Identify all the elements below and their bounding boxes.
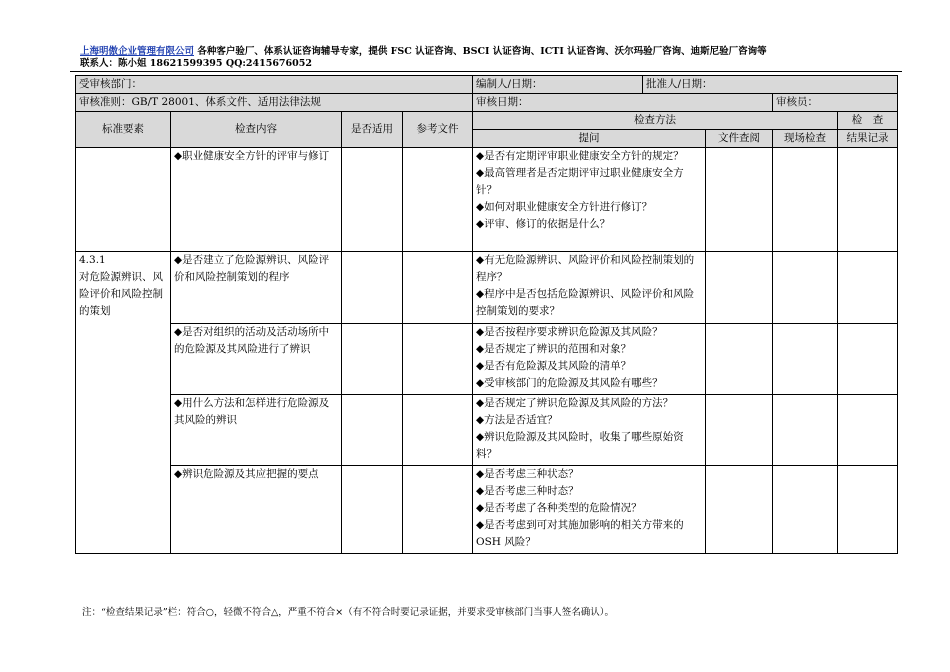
table-row [76, 395, 898, 466]
result-cell[interactable] [838, 252, 898, 324]
content-cell: ◆用什么方法和怎样进行危险源及其风险的辨识 [171, 395, 342, 466]
question-item: ◆是否考虑到可对其施加影响的相关方带来的 OSH 风险？ [476, 519, 684, 548]
question-item: ◆评审、修订的依据是什么？ [476, 218, 611, 230]
col-reference-header: 参考文件 [403, 112, 473, 148]
company-link[interactable]: 上海明傲企业管理有限公司 [80, 46, 195, 57]
content-cell: ◆职业健康安全方针的评审与修订 [171, 148, 342, 252]
footnote: 注：“检查结果记录”栏：符合○，轻微不符合△，严重不符合×（有不符合时要记录证据，并要求受审核部门当事人签名确认）。 [82, 607, 615, 618]
applicable-cell[interactable] [342, 252, 403, 324]
question-item: ◆有无危险源辨识、风险评价和风险控制策划的程序？ [476, 254, 695, 283]
applicable-cell[interactable] [342, 466, 403, 554]
question-item: ◆是否有危险源及其风险的清单？ [476, 360, 632, 372]
doc-review-cell[interactable] [706, 252, 773, 324]
table-row [76, 324, 898, 395]
applicable-cell[interactable] [342, 395, 403, 466]
approved-by-field[interactable]: 批准人/日期： [643, 76, 898, 94]
question-item: ◆是否考虑了各种类型的危险情况？ [476, 502, 642, 514]
site-check-cell[interactable] [773, 148, 838, 252]
audit-checklist-table [75, 75, 898, 554]
prepared-by-field[interactable]: 编制人/日期： [473, 76, 643, 94]
standard-cell: 4.3.1 对危险源辨识、风险评价和风险控制的策划 [76, 252, 171, 554]
result-cell[interactable] [838, 466, 898, 554]
header-tagline: 各种客户验厂、体系认证咨询辅导专家，提供 FSC 认证咨询、BSCI 认证咨询、ICTI 认证咨询、沃尔玛验厂咨询、迪斯尼验厂咨询等 [194, 46, 767, 57]
question-cell [473, 148, 706, 252]
audited-dept-field[interactable]: 受审核部门： [76, 76, 473, 94]
col-standard-header: 标准要素 [76, 112, 171, 148]
col-question-header: 提问 [473, 130, 706, 148]
question-item: ◆是否规定了辨识危险源及其风险的方法？ [476, 397, 674, 409]
reference-cell[interactable] [403, 466, 473, 554]
auditor-field[interactable]: 审核员： [773, 94, 898, 112]
content-cell: ◆是否建立了危险源辨识、风险评价和风险控制策划的程序 [171, 252, 342, 324]
site-check-cell[interactable] [773, 466, 838, 554]
site-check-cell[interactable] [773, 252, 838, 324]
question-item: ◆是否规定了辨识的范围和对象？ [476, 343, 632, 355]
col-result-header-bottom: 结果记录 [838, 130, 898, 148]
question-item: ◆程序中是否包括危险源辨识、风险评价和风险控制策划的要求？ [476, 288, 695, 317]
col-method-header: 检查方法 [473, 112, 838, 130]
question-item: ◆受审核部门的危险源及其风险有哪些？ [476, 377, 663, 389]
table-row [76, 148, 898, 252]
header-line-1 [80, 46, 767, 58]
doc-review-cell[interactable] [706, 466, 773, 554]
question-cell [473, 395, 706, 466]
applicable-cell[interactable] [342, 148, 403, 252]
question-item: ◆辨识危险源及其风险时，收集了哪些原始资料？ [476, 431, 684, 460]
result-cell[interactable] [838, 324, 898, 395]
question-cell [473, 466, 706, 554]
doc-review-cell[interactable] [706, 148, 773, 252]
applicable-cell[interactable] [342, 324, 403, 395]
site-check-cell[interactable] [773, 395, 838, 466]
question-item: ◆是否考虑三种时态？ [476, 485, 579, 497]
header-rule [70, 71, 902, 72]
col-doc-review-header: 文件查阅 [706, 130, 773, 148]
doc-review-cell[interactable] [706, 324, 773, 395]
question-item: ◆是否按程序要求辨识危险源及其风险？ [476, 326, 663, 338]
doc-review-cell[interactable] [706, 395, 773, 466]
table-row [76, 466, 898, 554]
question-item: ◆如何对职业健康安全方针进行修订？ [476, 201, 653, 213]
col-applicable-header: 是否适用 [342, 112, 403, 148]
reference-cell[interactable] [403, 395, 473, 466]
question-cell [473, 324, 706, 395]
standard-cell [76, 148, 171, 252]
question-item: ◆是否有定期评审职业健康安全方针的规定？ [476, 150, 684, 162]
reference-cell[interactable] [403, 252, 473, 324]
meta-row-2 [76, 94, 898, 112]
result-cell[interactable] [838, 148, 898, 252]
header-contact: 联系人：陈小姐 18621599395 QQ:2415676052 [80, 58, 312, 69]
question-item: ◆最高管理者是否定期评审过职业健康安全方针？ [476, 167, 684, 196]
content-cell: ◆辨识危险源及其应把握的要点 [171, 466, 342, 554]
site-check-cell[interactable] [773, 324, 838, 395]
question-item: ◆是否考虑三种状态？ [476, 468, 579, 480]
table-row [76, 252, 898, 324]
question-cell [473, 252, 706, 324]
question-item: ◆方法是否适宜？ [476, 414, 558, 426]
meta-row-1 [76, 76, 898, 94]
reference-cell[interactable] [403, 324, 473, 395]
content-cell: ◆是否对组织的活动及活动场所中的危险源及其风险进行了辨识 [171, 324, 342, 395]
page-header [80, 46, 767, 70]
col-site-check-header: 现场检查 [773, 130, 838, 148]
column-header-row-1 [76, 112, 898, 130]
col-content-header: 检查内容 [171, 112, 342, 148]
audit-date-field[interactable]: 审核日期： [473, 94, 773, 112]
result-cell[interactable] [838, 395, 898, 466]
audit-criteria-field[interactable]: 审核准则：GB/T 28001、体系文件、适用法律法规 [76, 94, 473, 112]
col-result-header-top: 检 查 [838, 112, 898, 130]
reference-cell[interactable] [403, 148, 473, 252]
